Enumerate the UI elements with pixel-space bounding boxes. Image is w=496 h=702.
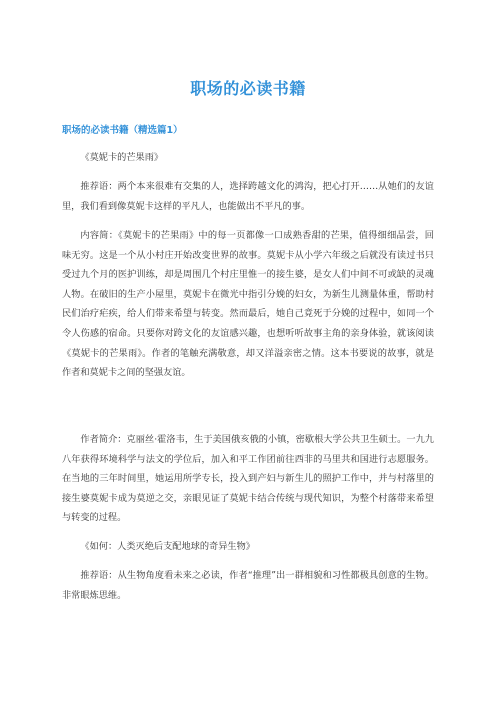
book-title-2: 《如何：人类灭绝后支配地球的奇异生物》 — [80, 541, 255, 552]
page-title: 职场的必读书籍 — [190, 79, 306, 98]
book-title-1: 《莫妮卡的芒果雨》 — [80, 152, 164, 163]
recommendation-2: 推荐语：从生物角度看未来之必读，作者“推理”出一群相貌和习性都极具创意的生物。非常眼炼思维。 — [62, 570, 434, 601]
recommendation-1: 推荐语：两个本来很难有交集的人，选择跨越文化的鸿沟，把心打开……从她们的友谊里，我们看到像莫妮卡这样的平凡人，也能做出不平凡的事。 — [62, 181, 434, 212]
section-heading: 职场的必读书籍（精选篇1） — [62, 125, 183, 136]
content-summary-1: 内容简：《莫妮卡的芒果雨》中的每一页都像一口成熟香甜的芒果，值得细细品尝，回味无穷。这是一个从小村庄开始改变世界的故事。莫妮卡从小学六年级之后就没有读过书只受过九个月的医护训练，却是周围几个村庄里惟一的接生婆，是女人们中间不可或缺的灵魂人物。在破旧的生产小屋里，莫妮卡在微光中指引分娩的妇女，为新生儿测量体重，帮助村民们治疗疟疾，给人们带来希望与转变。然而最后，她自己竟死于分娩的过程中，如同一个令人伤感的宿命。只要你对跨文化的友谊感兴趣，也想听听故事主角的亲身体验，就该阅读《莫妮卡的芒果雨》。作者的笔触充满敬意，却又洋溢亲密之情。这本书要说的故事，就是作者和莫妮卡之间的坚强友谊。 — [62, 230, 434, 379]
author-intro-1: 作者简介：克丽丝·霍洛韦，生于美国俄亥俄的小镇，密歇根大学公共卫生硕士。一九九八年获得环境科学与法文的学位后，加入和平工作团前往西非的马里共和国进行志愿服务。在当地的三年时间里，她运用所学专长，投入到产妇与新生儿的照护工作中，并与村落里的接生婆莫妮卡成为莫逆之交，亲眼见证了莫妮卡结合传统与现代知识，为整个村落带来希望与转变的过程。 — [62, 434, 434, 524]
